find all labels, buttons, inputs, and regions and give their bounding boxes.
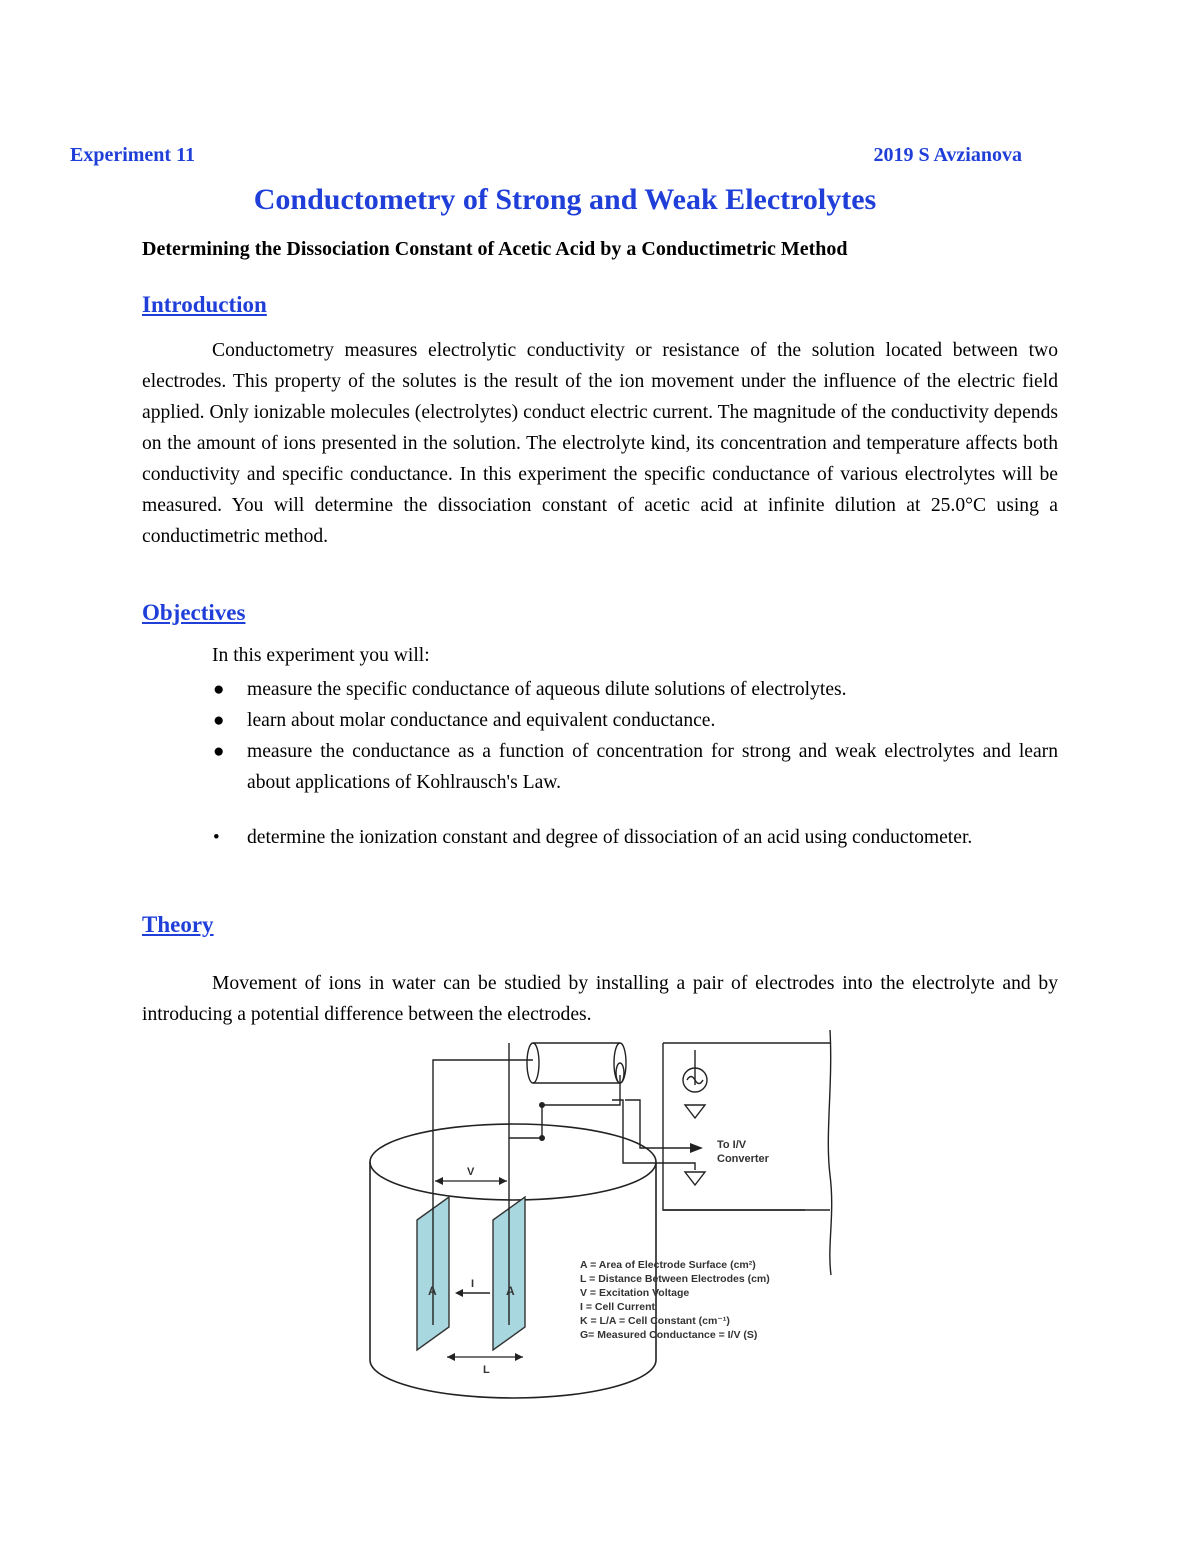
list-spacer [142, 798, 1058, 822]
legend-item: I = Cell Current [580, 1301, 655, 1313]
introduction-heading: Introduction [142, 292, 267, 317]
current-label: I [471, 1278, 475, 1290]
converter-label: Converter [717, 1153, 769, 1165]
converter-label: To I/V [717, 1139, 747, 1151]
conductivity-cell-diagram [355, 1025, 845, 1405]
area-label: A [428, 1284, 437, 1298]
diagram-legend [580, 1259, 770, 1341]
junction-dot [539, 1102, 545, 1108]
introduction-text: Conductometry measures electrolytic conductivity or resistance of the solution located between two electrodes. This property of the solutes is the result of the ion movement under the influence of the electric field applied. Only ionizable molecules (electrolytes) conduct electric current. The magnitude of the conductivity depends on the amount of ions presented in the solution. The electrolyte kind, its concentration and temperature affects both conductivity and specific conductance. In this experiment the specific conductance of various electrolytes will be measured. You will determine the dissociation constant of acetic acid at infinite dilution at 25.0°C using a conductimetric method. [142, 340, 1058, 547]
list-item: ● learn about molar conductance and equivalent conductance. [142, 705, 1058, 736]
area-label: A [506, 1284, 515, 1298]
document-title: Conductometry of Strong and Weak Electrolytes [253, 183, 877, 216]
legend-item: A = Area of Electrode Surface (cm²) [580, 1259, 756, 1271]
list-item: ● measure the conductance as a function of concentration for strong and weak electrolytes and learn about applications of Kohlrausch's Law. [142, 736, 1058, 798]
experiment-number: Experiment 11 [70, 144, 195, 166]
bullet-icon: ● [213, 679, 225, 700]
document-subtitle: Determining the Dissociation Constant of Acetic Acid by a Conductimetric Method [142, 238, 848, 260]
objectives-lead: In this experiment you will: [212, 645, 430, 666]
ground-icon [685, 1172, 705, 1185]
objectives-list [142, 674, 1058, 853]
distance-label: L [483, 1364, 490, 1376]
arrow-right-icon [690, 1143, 703, 1153]
legend-item: K = L/A = Cell Constant (cm⁻¹) [580, 1315, 730, 1327]
cable-shield [527, 1043, 626, 1083]
objectives-heading: Objectives [142, 600, 246, 625]
bullet-icon: ● [213, 710, 225, 731]
list-item: ● measure the specific conductance of aqueous dilute solutions of electrolytes. [142, 674, 1058, 705]
legend-item: L = Distance Between Electrodes (cm) [580, 1273, 770, 1285]
introduction-paragraph [142, 335, 1058, 552]
voltage-label: V [467, 1166, 475, 1178]
theory-paragraph [142, 968, 1058, 1030]
author-year: 2019 S Avzianova [873, 144, 1022, 166]
theory-heading: Theory [142, 912, 214, 937]
junction-dot [539, 1135, 545, 1141]
ground-icon [685, 1105, 705, 1118]
instrument-boundary [828, 1030, 831, 1275]
bullet-icon: ● [213, 741, 225, 762]
legend-item: V = Excitation Voltage [580, 1287, 690, 1299]
bullet-icon: • [213, 827, 220, 848]
list-item: • determine the ionization constant and degree of dissociation of an acid using conductometer. [142, 822, 1058, 853]
theory-text: Movement of ions in water can be studied by installing a pair of electrodes into the electrolyte and by introducing a potential difference between the electrodes. [142, 973, 1058, 1025]
legend-item: G= Measured Conductance = I/V (S) [580, 1329, 758, 1341]
